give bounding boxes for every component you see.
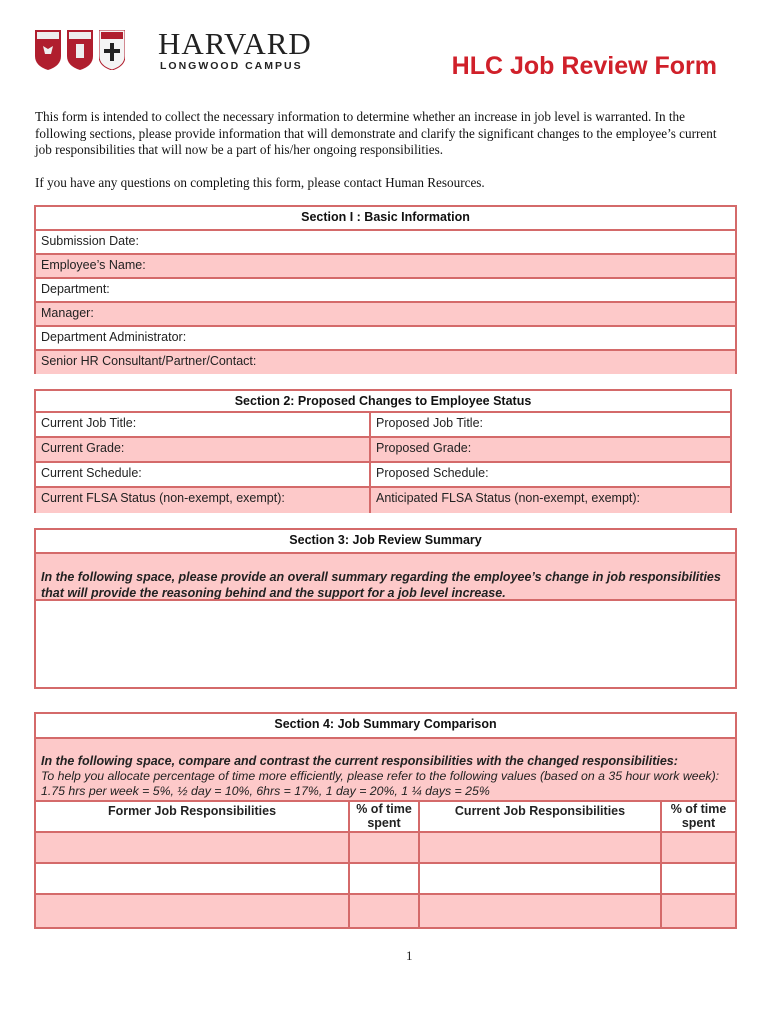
field-proposed-job-title[interactable]: Proposed Job Title:	[369, 413, 730, 436]
field-employee-name[interactable]: Employee’s Name:	[36, 253, 735, 277]
contact-text: If you have any questions on completing this form, please contact Human Resources.	[35, 175, 485, 190]
logo-wordmark: HARVARD	[158, 26, 312, 61]
field-current-flsa[interactable]: Current FLSA Status (non-exempt, exempt):	[41, 491, 285, 505]
comparison-row	[36, 831, 735, 862]
comparison-row	[36, 893, 735, 927]
comparison-row	[36, 862, 735, 893]
harvard-logo	[35, 28, 315, 74]
page-number: 1	[406, 948, 413, 963]
field-department[interactable]: Department:	[36, 277, 735, 301]
field-current-grade[interactable]: Current Grade:	[41, 441, 125, 455]
section-1-title: Section I : Basic Information	[301, 210, 470, 224]
section-4-instructions	[36, 737, 735, 802]
current-percent-cell[interactable]	[660, 864, 735, 893]
time-allocation-note: To help you allocate percentage of time more efficiently, please refer to the following values (based on a 35 hour work week): 1.75 hrs per week = 5%, ½ day = 10%, 6hrs = 17%, 1 day = 20%, 1 ¼ days = 25%	[41, 769, 720, 798]
status-row	[36, 486, 730, 513]
shield-lion-icon	[35, 30, 61, 70]
former-percent-cell[interactable]	[348, 833, 418, 862]
field-current-schedule[interactable]: Current Schedule:	[41, 466, 142, 480]
field-proposed-grade[interactable]: Proposed Grade:	[369, 438, 730, 461]
field-manager[interactable]: Manager:	[36, 301, 735, 325]
col-former-responsibilities: Former Job Responsibilities	[107, 804, 277, 818]
col-current-responsibilities: Current Job Responsibilities	[418, 802, 660, 831]
field-hr-contact[interactable]: Senior HR Consultant/Partner/Contact:	[36, 349, 735, 374]
section-2-status-changes	[34, 389, 732, 513]
section-3-instruction: In the following space, please provide an overall summary regarding the employee’s change in job responsibilities that will provide the reasoning behind and the support for a job level increase.	[36, 552, 735, 599]
comparison-header-row	[36, 800, 735, 831]
section-2-title: Section 2: Proposed Changes to Employee Status	[234, 394, 532, 408]
shield-cross-icon	[99, 30, 125, 70]
field-anticipated-flsa[interactable]: Anticipated FLSA Status (non-exempt, exempt):	[369, 488, 730, 513]
section-4-title: Section 4: Job Summary Comparison	[274, 717, 497, 731]
summary-textarea[interactable]	[36, 599, 735, 687]
field-current-job-title[interactable]: Current Job Title:	[41, 416, 137, 430]
form-title: HLC Job Review Form	[451, 52, 717, 80]
field-proposed-schedule[interactable]: Proposed Schedule:	[369, 463, 730, 486]
former-responsibility-cell[interactable]	[36, 895, 348, 927]
current-percent-cell[interactable]	[660, 833, 735, 862]
former-responsibility-cell[interactable]	[36, 864, 348, 893]
section-3-title: Section 3: Job Review Summary	[289, 533, 482, 547]
status-row	[36, 461, 730, 486]
current-responsibility-cell[interactable]	[418, 833, 660, 862]
current-responsibility-cell[interactable]	[418, 895, 660, 927]
logo-subtitle: LONGWOOD CAMPUS	[160, 60, 303, 72]
section-3-review-summary	[34, 528, 737, 689]
section-4-comparison	[34, 712, 737, 929]
former-percent-cell[interactable]	[348, 864, 418, 893]
col-current-percent: % of time spent	[660, 802, 735, 831]
intro-text: This form is intended to collect the necessary information to determine whether an increase in job level is warranted. In the following sections, please provide information that will demonstrate and clarify the significant changes to the employee’s current job responsibilities that will now be a part of his/her ongoing responsibilities.	[35, 109, 717, 157]
field-department-administrator[interactable]: Department Administrator:	[36, 325, 735, 349]
section-1-basic-info	[34, 205, 737, 374]
former-responsibility-cell[interactable]	[36, 833, 348, 862]
current-responsibility-cell[interactable]	[418, 864, 660, 893]
section-4-instruction: In the following space, compare and contrast the current responsibilities with the changed responsibilities:	[41, 754, 678, 768]
status-row	[36, 436, 730, 461]
shield-tower-icon	[67, 30, 93, 70]
status-row	[36, 411, 730, 436]
field-submission-date[interactable]: Submission Date:	[36, 229, 735, 253]
col-former-percent: % of time spent	[348, 802, 418, 831]
current-percent-cell[interactable]	[660, 895, 735, 927]
former-percent-cell[interactable]	[348, 895, 418, 927]
